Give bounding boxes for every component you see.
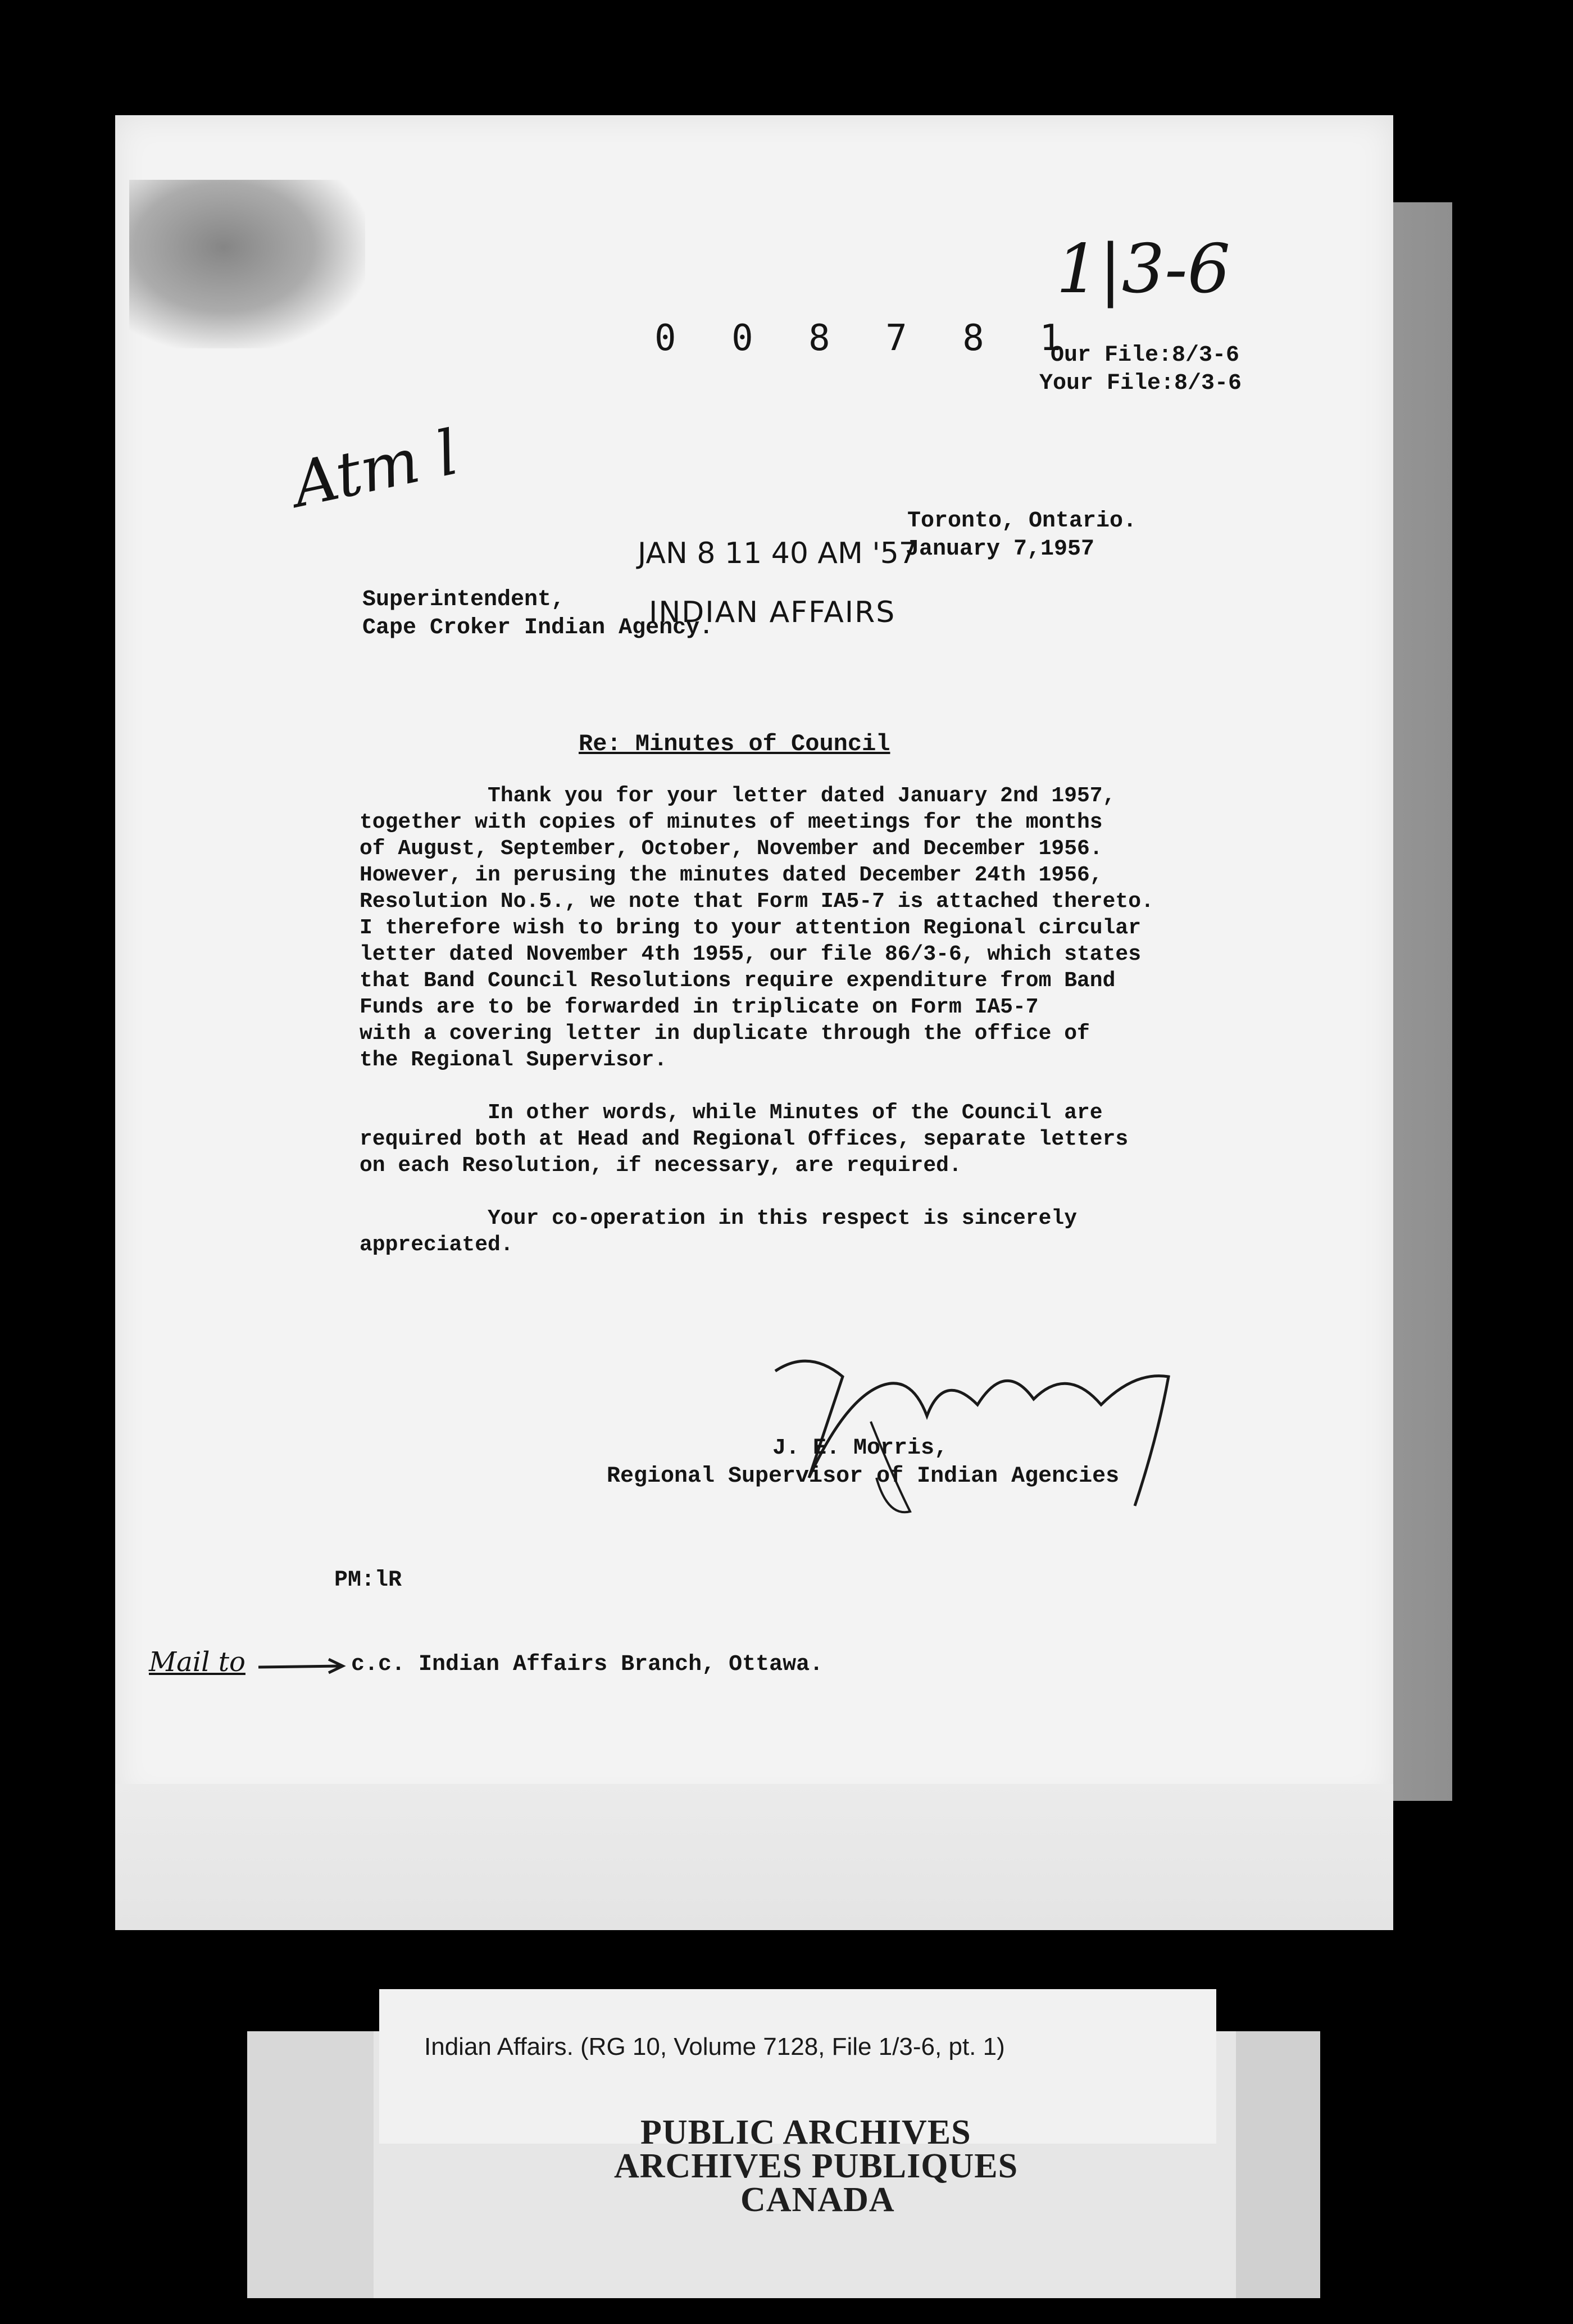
signatory-title: Regional Supervisor of Indian Agencies bbox=[607, 1464, 1120, 1489]
body-line: Resolution No.5., we note that Form IA5-7 is attached thereto. bbox=[360, 889, 1154, 914]
signatory-name: J. E. Morris, bbox=[772, 1436, 948, 1461]
body-line: letter dated November 4th 1955, our file 86/3-6, which states bbox=[360, 942, 1142, 966]
body-line: Your co-operation in this respect is sincerely bbox=[360, 1206, 1078, 1231]
handwritten-file-number: 1|3-6 bbox=[1056, 230, 1231, 308]
handwritten-signature bbox=[742, 1337, 1191, 1517]
archive-country: CANADA bbox=[740, 2181, 895, 2219]
body-line: In other words, while Minutes of the Council are bbox=[360, 1101, 1103, 1125]
letter-page-bottom-edge bbox=[115, 1784, 1393, 1930]
label-notch-right bbox=[1236, 2031, 1320, 2298]
body-line: required both at Head and Regional Offices, separate letters bbox=[360, 1127, 1129, 1151]
handwritten-mail-note: Mail to bbox=[149, 1646, 246, 1678]
body-line: on each Resolution, if necessary, are required. bbox=[360, 1154, 962, 1178]
body-line: However, in perusing the minutes dated December 24th 1956, bbox=[360, 863, 1103, 887]
label-notch-left bbox=[247, 2031, 374, 2298]
our-file-reference: Our File:8/3-6 bbox=[1051, 343, 1240, 368]
arrow-icon bbox=[256, 1655, 351, 1677]
your-file-reference: Your File:8/3-6 bbox=[1039, 371, 1242, 396]
body-line: with a covering letter in duplicate through the office of bbox=[360, 1022, 1090, 1046]
body-line: Thank you for your letter dated January 2nd 1957, bbox=[360, 784, 1116, 808]
body-line: together with copies of minutes of meetings for the months bbox=[360, 810, 1103, 834]
recipient-agency: Cape Croker Indian Agency. bbox=[362, 615, 713, 641]
received-org-stamp: INDIAN AFFAIRS bbox=[649, 596, 896, 629]
document-number-stamp: 0 0 8 7 8 1 bbox=[654, 317, 1078, 359]
letter-date: January 7,1957 bbox=[906, 537, 1095, 562]
body-line: appreciated. bbox=[360, 1233, 513, 1257]
subject-line: Re: Minutes of Council bbox=[579, 730, 890, 757]
body-line: of August, September, October, November and December 1956. bbox=[360, 837, 1103, 861]
archive-name-french: ARCHIVES PUBLIQUES bbox=[614, 2147, 1019, 2185]
reference-initials: PM:lR bbox=[334, 1568, 402, 1593]
body-line: I therefore wish to bring to your attention Regional circular bbox=[360, 916, 1142, 940]
body-line: the Regional Supervisor. bbox=[360, 1048, 667, 1072]
carbon-copy-line: c.c. Indian Affairs Branch, Ottawa. bbox=[351, 1652, 824, 1677]
handwritten-initials: Atm l bbox=[286, 416, 465, 521]
body-line: Funds are to be forwarded in triplicate on Form IA5-7 bbox=[360, 995, 1039, 1019]
sender-city: Toronto, Ontario. bbox=[907, 509, 1137, 534]
received-date-stamp: JAN 8 11 40 AM '57 bbox=[638, 537, 917, 570]
archive-name-english: PUBLIC ARCHIVES bbox=[640, 2113, 971, 2151]
body-line: that Band Council Resolutions require expenditure from Band bbox=[360, 969, 1116, 993]
archive-reference: Indian Affairs. (RG 10, Volume 7128, File 1/3-6, pt. 1) bbox=[424, 2033, 1005, 2060]
recipient-title: Superintendent, bbox=[362, 587, 565, 612]
torn-corner-mark bbox=[129, 180, 365, 348]
